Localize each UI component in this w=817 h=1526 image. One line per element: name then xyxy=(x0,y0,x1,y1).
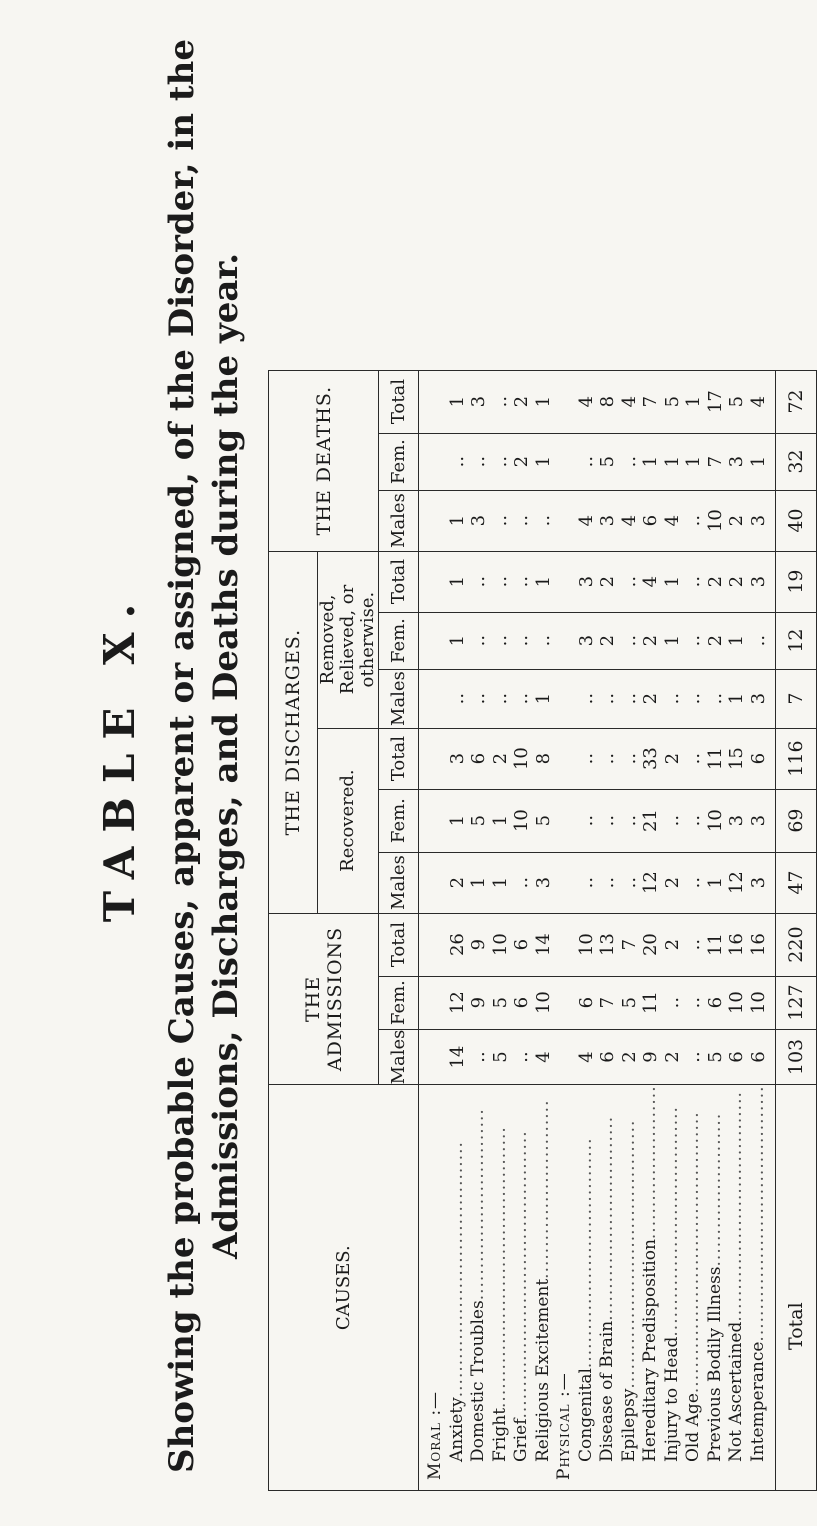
table-cell: .. xyxy=(468,634,489,647)
table-cell: .. xyxy=(575,876,597,889)
table-cell xyxy=(425,790,447,852)
table-cell xyxy=(425,914,447,976)
table-cell: 2 xyxy=(640,634,661,647)
table-cell xyxy=(425,977,447,1029)
total-deaths-males: 40 xyxy=(776,490,817,551)
table-cell xyxy=(554,434,576,490)
table-cell: .. xyxy=(468,575,489,588)
leader-dots: .......................................... xyxy=(618,1119,639,1389)
table-cell: 12 xyxy=(726,871,747,895)
table-cell: 2 xyxy=(726,514,747,527)
recovered-males-column xyxy=(419,852,776,913)
table-cell: .. xyxy=(575,752,597,765)
table-cell: .. xyxy=(618,692,640,705)
table-cell: 11 xyxy=(640,991,661,1015)
table-cell: 3 xyxy=(532,876,554,889)
table-cell: .. xyxy=(683,575,704,588)
table-cell: 3 xyxy=(575,575,597,588)
table-cell: 3 xyxy=(468,395,489,408)
table-cell: .. xyxy=(618,814,640,827)
table-cell xyxy=(425,670,447,728)
cause-item xyxy=(683,1085,705,1480)
cause-label: Congenital xyxy=(575,1368,596,1462)
table-cell xyxy=(554,491,576,551)
table-cell: 4 xyxy=(618,514,640,527)
removed-header: Removed, Relieved, or otherwise. xyxy=(318,551,379,728)
deaths-fem-column xyxy=(419,433,776,490)
table-cell: .. xyxy=(489,395,511,408)
table-cell: 3 xyxy=(726,455,747,468)
admissions-total-column xyxy=(419,913,776,976)
title-line-1: Showing the probable Causes, apparent or assigned, of the Disorder, in the xyxy=(162,39,202,1473)
table-cell: 16 xyxy=(726,933,747,957)
recovered-fem-column xyxy=(419,789,776,852)
table-cell: 14 xyxy=(446,1045,468,1069)
table-cell: 2 xyxy=(597,634,618,647)
table-cell: 15 xyxy=(726,747,747,771)
leader-dots: ............................................ xyxy=(683,1111,703,1394)
table-cell: 9 xyxy=(468,996,489,1009)
causes-header: CAUSES. xyxy=(269,1085,419,1491)
table-cell xyxy=(425,552,447,612)
table-cell: 1 xyxy=(532,455,554,468)
cause-item xyxy=(511,1085,533,1480)
table-cell: 6 xyxy=(747,752,769,765)
table-cell: 21 xyxy=(640,809,661,833)
table-cell: .. xyxy=(704,692,726,705)
table-cell xyxy=(425,613,447,669)
table-cell: 5 xyxy=(597,455,618,468)
cause-item xyxy=(726,1085,748,1480)
leader-dots: ............................................ xyxy=(489,1126,510,1408)
table-cell: 10 xyxy=(704,509,726,533)
table-cell xyxy=(425,729,447,789)
table-cell: 10 xyxy=(489,933,511,957)
table-cell: .. xyxy=(511,575,532,588)
leader-dots: .................................... xyxy=(661,1106,682,1337)
cause-item xyxy=(748,1085,770,1480)
table-cell: 1 xyxy=(726,634,747,647)
deaths-total-column xyxy=(419,370,776,433)
deaths-males-column xyxy=(419,490,776,551)
table-cell xyxy=(425,371,447,433)
table-cell xyxy=(554,613,576,669)
table-cell: 2 xyxy=(511,395,532,408)
table-cell: 1 xyxy=(446,514,468,527)
table-cell: .. xyxy=(683,514,704,527)
leader-dots: .............................. xyxy=(468,1108,488,1301)
table-cell: 2 xyxy=(726,575,747,588)
table-cell: 4 xyxy=(575,514,597,527)
total-deaths-fem: 32 xyxy=(776,433,817,490)
table-cell: 1 xyxy=(640,455,661,468)
table-cell: 1 xyxy=(661,634,683,647)
table-cell: 1 xyxy=(446,634,468,647)
leader-dots: ............................................. xyxy=(511,1130,531,1419)
table-cell: 2 xyxy=(661,752,683,765)
table-cell: .. xyxy=(489,575,511,588)
table-cell: .. xyxy=(683,938,704,951)
table-cell: 9 xyxy=(640,1051,661,1063)
table-cell: 1 xyxy=(532,395,554,408)
removed-males-column xyxy=(419,669,776,728)
table-cell: 5 xyxy=(726,395,747,408)
table-cell: 7 xyxy=(704,455,726,468)
table-cell: 2 xyxy=(597,575,618,588)
causes-list xyxy=(419,1085,776,1491)
table-cell: 10 xyxy=(747,991,769,1015)
total-adm-fem: 127 xyxy=(776,976,817,1029)
table-cell: 1 xyxy=(446,814,468,827)
table-cell: .. xyxy=(575,692,597,705)
total-adm-total: 220 xyxy=(776,913,817,976)
table-cell: .. xyxy=(489,634,511,647)
removed-fem-column xyxy=(419,612,776,669)
cause-label: Injury to Head xyxy=(661,1336,682,1462)
table-cell: 7 xyxy=(640,395,661,408)
table-cell: 2 xyxy=(661,1051,683,1063)
leader-dots: ........................ xyxy=(640,1085,660,1240)
cause-label: Hereditary Predisposition xyxy=(640,1239,660,1462)
cause-item xyxy=(490,1085,512,1480)
table-cell: .. xyxy=(489,455,511,468)
title-line-2: Admissions, Discharges, and Deaths during the year. xyxy=(206,252,246,1260)
table-title xyxy=(160,6,248,1506)
table-cell: .. xyxy=(468,1051,489,1063)
table-cell: 9 xyxy=(468,938,489,951)
table-cell: 20 xyxy=(640,933,661,957)
table-cell: 6 xyxy=(597,1051,618,1063)
cause-item xyxy=(447,1085,469,1480)
table-cell: 33 xyxy=(640,747,661,771)
table-cell: 2 xyxy=(511,455,532,468)
table-cell: 10 xyxy=(726,991,747,1015)
table-cell: 12 xyxy=(446,991,468,1015)
deaths-fem-header: Fem. xyxy=(379,433,419,490)
table-cell xyxy=(554,371,576,433)
cause-label: Religious Excitement xyxy=(532,1278,553,1462)
cause-item xyxy=(619,1085,641,1480)
table-cell: .. xyxy=(683,692,704,705)
table-cell: .. xyxy=(575,814,597,827)
table-cell: 11 xyxy=(704,933,726,957)
table-cell: 10 xyxy=(575,933,597,957)
leader-dots: .................................... xyxy=(575,1137,596,1369)
cause-label: Moral :— xyxy=(425,1390,445,1480)
table-cell: 1 xyxy=(532,692,554,705)
cause-label: Not Ascertained xyxy=(726,1321,746,1462)
table-cell: 1 xyxy=(661,455,683,468)
table-cell: .. xyxy=(511,1051,532,1063)
table-cell xyxy=(554,977,576,1029)
table-cell: 3 xyxy=(726,814,747,827)
total-rem-fem: 12 xyxy=(776,612,817,669)
cause-label: Intemperance xyxy=(747,1341,768,1462)
table-cell xyxy=(554,790,576,852)
table-cell xyxy=(425,491,447,551)
table-cell: 10 xyxy=(532,991,554,1015)
causes-table xyxy=(268,370,817,1491)
cause-label: Grief xyxy=(511,1418,531,1462)
table-cell: 16 xyxy=(747,933,769,957)
total-row xyxy=(776,370,817,1490)
table-cell: 1 xyxy=(489,876,511,889)
table-cell xyxy=(425,853,447,913)
cause-label: Physical :— xyxy=(554,1372,574,1480)
table-cell: .. xyxy=(597,876,618,889)
table-cell: .. xyxy=(683,996,704,1009)
table-cell: .. xyxy=(446,692,468,705)
table-cell: 3 xyxy=(575,634,597,647)
rec-total-header: Total xyxy=(379,728,419,789)
table-cell: .. xyxy=(575,455,597,468)
table-cell: 5 xyxy=(704,1051,726,1063)
leader-dots: ............................ xyxy=(532,1099,553,1279)
table-cell: 4 xyxy=(575,1051,597,1063)
table-cell: .. xyxy=(618,575,640,588)
cause-item xyxy=(662,1085,684,1480)
table-cell: 2 xyxy=(489,752,511,765)
table-cell: 4 xyxy=(747,395,769,408)
table-cell: 3 xyxy=(747,814,769,827)
table-cell: .. xyxy=(532,634,554,647)
cause-label: Anxiety xyxy=(446,1397,467,1462)
table-cell: .. xyxy=(618,455,640,468)
total-adm-males: 103 xyxy=(776,1029,817,1085)
table-cell: 2 xyxy=(704,634,726,647)
table-cell: 5 xyxy=(468,814,489,827)
table-cell: .. xyxy=(489,514,511,527)
table-cell: 5 xyxy=(661,395,683,408)
total-rec-fem: 69 xyxy=(776,789,817,852)
table-cell: 6 xyxy=(747,1051,769,1063)
table-cell: 1 xyxy=(532,575,554,588)
table-cell: 3 xyxy=(747,876,769,889)
total-rem-males: 7 xyxy=(776,669,817,728)
table-cell: 13 xyxy=(597,933,618,957)
table-cell: 6 xyxy=(704,996,726,1009)
recovered-header: Recovered. xyxy=(318,728,379,913)
table-cell xyxy=(425,1030,447,1085)
table-cell: .. xyxy=(511,876,532,889)
table-cell: 7 xyxy=(618,938,640,951)
rem-males-header: Males xyxy=(379,669,419,728)
cause-heading xyxy=(554,1085,576,1480)
total-rec-males: 47 xyxy=(776,852,817,913)
total-rem-total: 19 xyxy=(776,551,817,612)
table-cell: 10 xyxy=(704,809,726,833)
table-cell: .. xyxy=(683,752,704,765)
table-cell: 1 xyxy=(683,455,704,468)
table-cell: 3 xyxy=(747,575,769,588)
table-cell: .. xyxy=(661,692,683,705)
admissions-header: THE ADMISSIONS xyxy=(269,913,379,1085)
leader-dots: ................................ xyxy=(597,1115,617,1321)
total-deaths-total: 72 xyxy=(776,370,817,433)
rec-males-header: Males xyxy=(379,852,419,913)
table-cell: 4 xyxy=(661,514,683,527)
adm-total-header: Total xyxy=(379,913,419,976)
table-cell: 1 xyxy=(661,575,683,588)
deaths-header: THE DEATHS. xyxy=(269,370,379,551)
table-cell: 4 xyxy=(640,575,661,588)
table-cell: 6 xyxy=(511,996,532,1009)
deaths-total-header: Total xyxy=(379,370,419,433)
table-cell: 1 xyxy=(683,395,704,408)
table-cell xyxy=(554,1030,576,1085)
admissions-males-column xyxy=(419,1029,776,1085)
table-cell: 3 xyxy=(597,514,618,527)
table-cell: 2 xyxy=(661,938,683,951)
discharges-header: THE DISCHARGES. xyxy=(269,551,318,913)
deaths-males-header: Males xyxy=(379,490,419,551)
rem-total-header: Total xyxy=(379,551,419,612)
table-cell: 3 xyxy=(446,752,468,765)
table-cell: 6 xyxy=(468,752,489,765)
table-cell: 5 xyxy=(532,814,554,827)
leader-dots: ........................................ xyxy=(446,1141,467,1398)
cause-label: Previous Bodily Illness xyxy=(704,1266,725,1462)
table-cell: 6 xyxy=(575,996,597,1009)
table-cell: .. xyxy=(468,455,489,468)
table-cell: 1 xyxy=(468,876,489,889)
table-cell: 1 xyxy=(489,814,511,827)
table-cell: .. xyxy=(683,876,704,889)
table-cell: .. xyxy=(618,634,640,647)
recovered-total-column xyxy=(419,728,776,789)
table-cell: .. xyxy=(489,692,511,705)
table-cell: 1 xyxy=(704,876,726,889)
table-cell: 4 xyxy=(618,395,640,408)
table-cell: .. xyxy=(597,814,618,827)
total-rec-total: 116 xyxy=(776,728,817,789)
table-cell: 6 xyxy=(511,938,532,951)
table-cell: .. xyxy=(683,634,704,647)
table-cell: .. xyxy=(683,1051,704,1063)
table-cell: .. xyxy=(661,996,683,1009)
table-cell: .. xyxy=(468,692,489,705)
cause-item xyxy=(533,1085,555,1480)
cause-item xyxy=(597,1085,619,1480)
table-cell: 5 xyxy=(489,996,511,1009)
table-cell: .. xyxy=(618,876,640,889)
table-cell: 8 xyxy=(597,395,618,408)
table-cell: 2 xyxy=(704,575,726,588)
table-cell xyxy=(554,729,576,789)
cause-label: Domestic Troubles xyxy=(468,1300,488,1462)
table-cell: 1 xyxy=(726,692,747,705)
leader-dots: ........................................ xyxy=(747,1085,768,1342)
table-cell: 5 xyxy=(618,996,640,1009)
table-cell: 26 xyxy=(446,933,468,957)
table-cell: .. xyxy=(618,752,640,765)
table-cell: 3 xyxy=(747,514,769,527)
table-cell: 3 xyxy=(468,514,489,527)
table-cell xyxy=(425,434,447,490)
table-cell: 4 xyxy=(575,395,597,408)
rem-fem-header: Fem. xyxy=(379,612,419,669)
cause-label: Epilepsy xyxy=(618,1388,639,1462)
table-cell: 1 xyxy=(446,395,468,408)
table-cell: 1 xyxy=(747,455,769,468)
table-label: TABLE X. xyxy=(95,589,144,923)
adm-fem-header: Fem. xyxy=(379,976,419,1029)
table-cell: 4 xyxy=(532,1051,554,1063)
table-cell: .. xyxy=(532,514,554,527)
table-cell xyxy=(554,670,576,728)
table-cell: .. xyxy=(683,814,704,827)
cause-item xyxy=(576,1085,598,1480)
table-cell: 2 xyxy=(446,876,468,889)
cause-heading xyxy=(425,1085,447,1480)
table-cell: 6 xyxy=(640,514,661,527)
table-cell: .. xyxy=(661,814,683,827)
leader-dots: .................................... xyxy=(726,1091,746,1322)
adm-males-header: Males xyxy=(379,1029,419,1085)
table-cell: 2 xyxy=(661,876,683,889)
cause-item xyxy=(468,1085,490,1480)
table-cell: 6 xyxy=(726,1051,747,1063)
table-cell: 14 xyxy=(532,933,554,957)
cause-label: Disease of Brain xyxy=(597,1320,617,1462)
rec-fem-header: Fem. xyxy=(379,789,419,852)
table-cell: 3 xyxy=(747,692,769,705)
table-cell: 2 xyxy=(618,1051,640,1063)
table-cell: 10 xyxy=(511,809,532,833)
leader-dots: ........................ xyxy=(704,1112,725,1267)
total-label: Total xyxy=(776,1085,817,1491)
table-cell: .. xyxy=(511,692,532,705)
removed-total-column xyxy=(419,551,776,612)
table-cell: 7 xyxy=(597,996,618,1009)
table-cell: .. xyxy=(747,634,769,647)
cause-item xyxy=(705,1085,727,1480)
cause-label: Fright xyxy=(489,1407,510,1462)
table-cell: 12 xyxy=(640,871,661,895)
table-cell: .. xyxy=(597,692,618,705)
table-cell: 1 xyxy=(446,575,468,588)
table-cell xyxy=(554,552,576,612)
cause-item xyxy=(640,1085,662,1480)
table-cell: 17 xyxy=(704,390,726,414)
table-cell xyxy=(554,914,576,976)
table-cell: .. xyxy=(446,455,468,468)
admissions-fem-column xyxy=(419,976,776,1029)
table-cell: 10 xyxy=(511,747,532,771)
table-cell: 11 xyxy=(704,747,726,771)
table-cell: .. xyxy=(511,634,532,647)
table-cell xyxy=(554,853,576,913)
table-cell: .. xyxy=(511,514,532,527)
table-cell: 8 xyxy=(532,752,554,765)
table-cell: 5 xyxy=(489,1051,511,1063)
cause-label: Old Age xyxy=(683,1393,703,1462)
table-cell: 2 xyxy=(640,692,661,705)
table-cell: .. xyxy=(597,752,618,765)
